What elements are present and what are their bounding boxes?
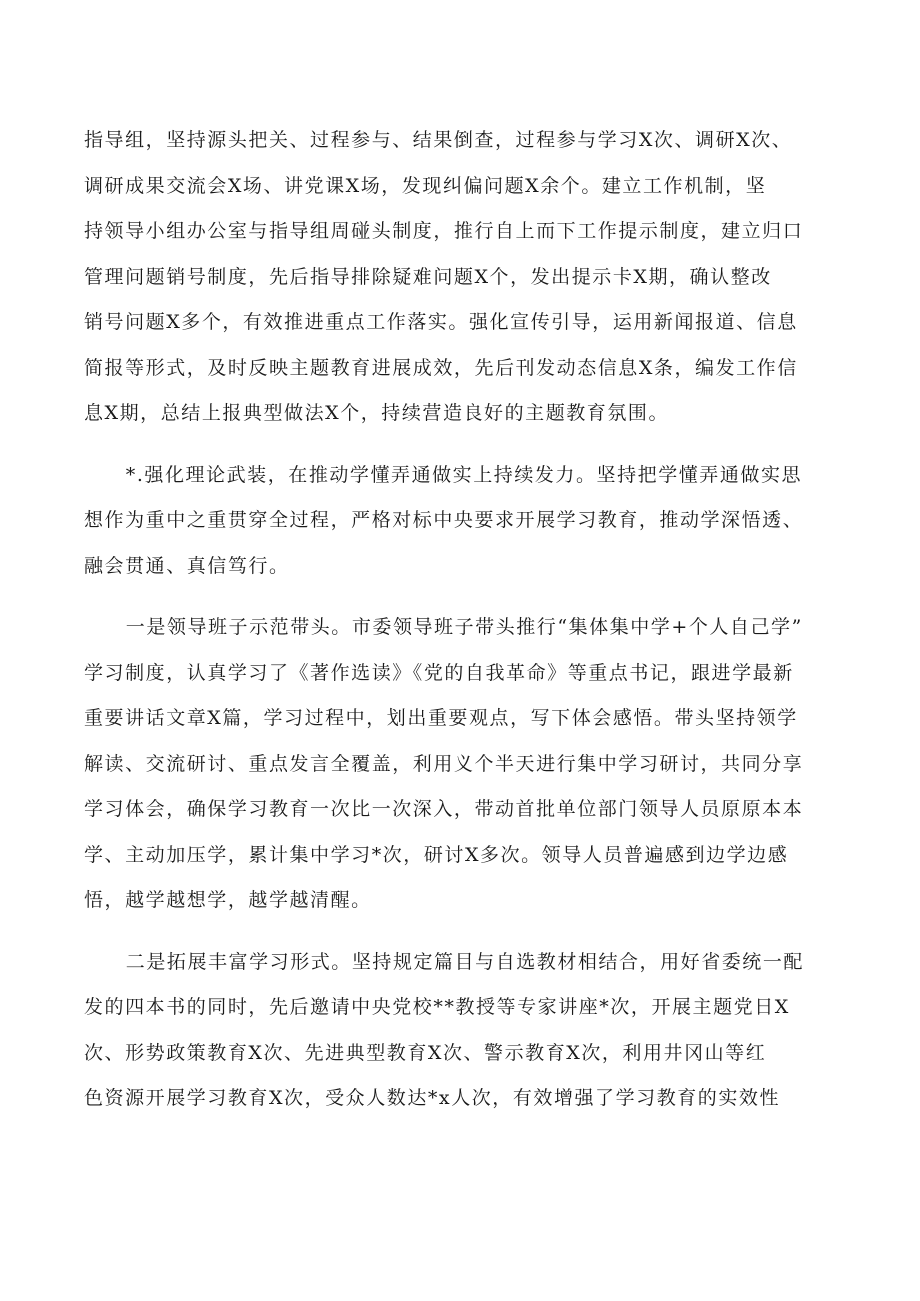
text-line: 解读、交流研讨、重点发言全覆盖，利用义个半天进行集中学习研讨，共同分享 [84, 752, 804, 775]
text-line: 二是拓展丰富学习形式。坚持规定篇目与自选教材相结合，用好省委统一配 [125, 950, 804, 973]
text-line: 发的四本书的同时，先后邀请中央党校**教授等专家讲座*次，开展主题党日X [84, 996, 790, 1018]
text-line: 色资源开展学习教育X次，受众人数达*x人次，有效增强了学习教育的实效性 [84, 1087, 780, 1109]
text-line: 悟，越学越想学，越学越清醒。 [84, 889, 372, 911]
text-line: 想作为重中之重贯穿全过程，严格对标中央要求开展学习教育，推动学深悟透、 [84, 509, 804, 531]
paragraph-learning-forms [84, 940, 855, 1122]
text-line: 一是领导班子示范带头。市委领导班子带头推行“集体集中学+个人自己学” [125, 616, 803, 638]
text-line: 简报等形式，及时反映主题教育进展成效，先后刊发动态信息X条，编发工作信 [84, 356, 798, 379]
paragraph-supervision [84, 118, 855, 437]
text-line: 持领导小组办公室与指导组周碰头制度，推行自上而下工作提示制度，建立归口 [84, 220, 804, 242]
text-line: 次、形势政策教育X次、先进典型教育X次、警示教育X次，利用井冈山等红 [84, 1041, 767, 1064]
text-line: 销号问题X多个，有效推进重点工作落实。强化宣传引导，运用新闻报道、信息 [84, 311, 798, 333]
text-line: 融会贯通、真信笃行。 [84, 554, 290, 577]
text-line: 学习体会，确保学习教育一次比一次深入，带动首批单位部门领导人员原原本本 [84, 798, 804, 820]
document-body [84, 118, 855, 1138]
paragraph-leadership [84, 605, 855, 924]
paragraph-theory [84, 453, 855, 590]
text-line: 息X期，总结上报典型做法X个，持续营造良好的主题教育氛围。 [84, 402, 670, 424]
text-line: 管理问题销号制度，先后指导排除疑难问题X个，发出提示卡X期，确认整改 [84, 265, 772, 288]
text-line: *.强化理论武装，在推动学懂弄通做实上持续发力。坚持把学懂弄通做实思 [125, 463, 803, 486]
text-line: 调研成果交流会X场、讲党课X场，发现纠偏问题X余个。建立工作机制，坚 [84, 174, 767, 197]
text-line: 重要讲话文章X篇，学习过程中，划出重要观点，写下体会感悟。带头坚持领学 [84, 707, 798, 729]
text-line: 学习制度，认真学习了《著作选读》《党的自我革命》等重点书记，跟进学最新 [84, 661, 794, 684]
text-line: 指导组，坚持源头把关、过程参与、结果倒查，过程参与学习X次、调研X次、 [84, 129, 793, 151]
text-line: 学、主动加压学，累计集中学习*次，研讨X多次。领导人员普遍感到边学边感 [84, 843, 789, 866]
